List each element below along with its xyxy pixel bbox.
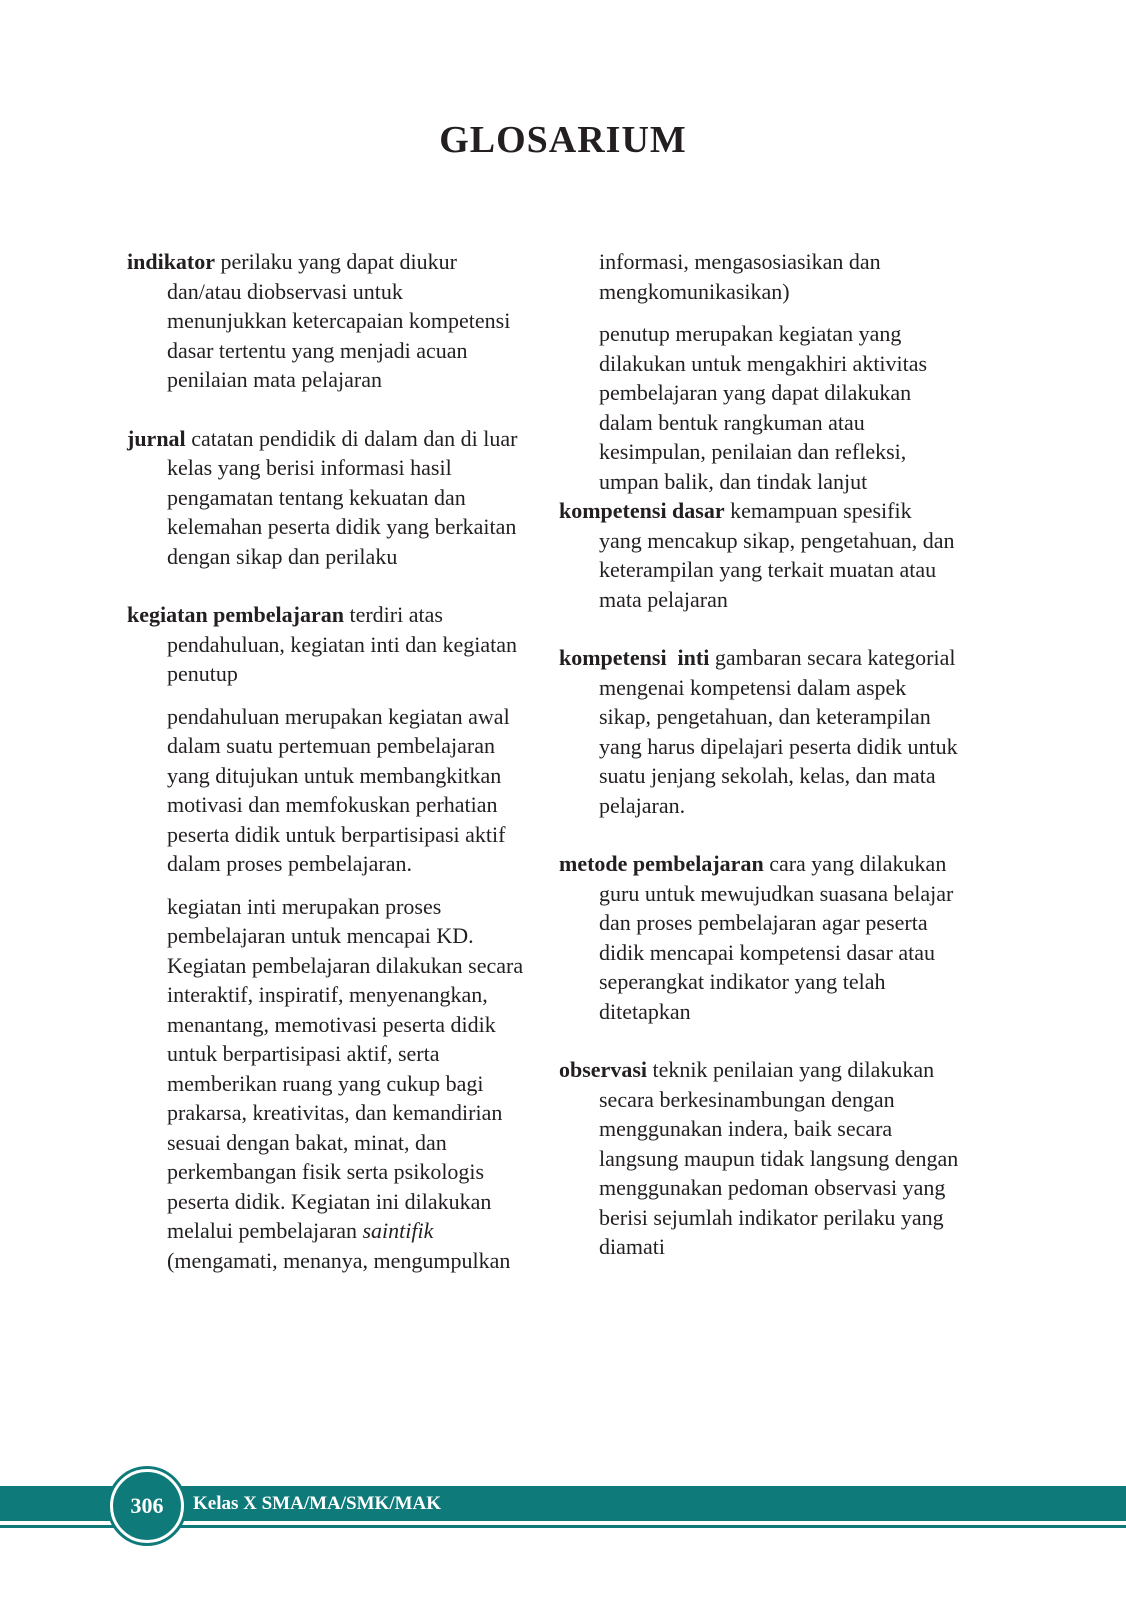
entry-kompetensi-dasar — [559, 496, 959, 614]
footer-label: Kelas X SMA/MA/SMK/MAK — [193, 1493, 442, 1514]
term-metode-pembelajaran: metode pembelajaran — [559, 851, 764, 876]
entry-metode-pembelajaran — [559, 849, 959, 1026]
entry-observasi — [559, 1055, 959, 1262]
subentry-kegiatan-inti-text: kegiatan inti merupakan proses pembelajaran untuk mencapai KD. Kegiatan pembelajaran dilakukan secara interaktif, inspiratif, menyenangkan, menantang, memotivasi peserta didik untuk berpartisipasi aktif, serta memberikan ruang yang cukup bagi prakarsa, kreativitas, dan kemandirian sesuai dengan bakat, minat, dan perkembangan fisik serta psikologis peserta didik. Kegiatan ini dilakukan melalui pembelajaran — [167, 893, 524, 1243]
term-kompetensi-inti: kompetensi inti — [559, 645, 710, 670]
definition-metode-pembelajaran: cara yang dilakukan guru untuk mewujudkan suasana belajar dan proses pembelajaran agar peserta didik mencapai kompetensi dasar atau seperangkat indikator yang telah ditetapkan — [599, 851, 954, 1024]
term-indikator: indikator — [127, 249, 216, 274]
term-jurnal: jurnal — [127, 425, 186, 451]
page-number: 306 — [130, 1493, 164, 1518]
subentry-kegiatan-inti-continued: informasi, mengasosiasikan dan mengkomunikasikan) — [599, 249, 881, 304]
definition-indikator: perilaku yang dapat diukur dan/atau diobservasi untuk menunjukkan ketercapaian kompetensi dasar tertentu yang menjadi acuan penilaian mata pelajaran — [167, 249, 511, 392]
entry-indikator — [127, 247, 527, 395]
page-title: GLOSARIUM — [439, 119, 687, 161]
definition-kegiatan-pembelajaran: terdiri atas pendahuluan, kegiatan inti dan kegiatan penutup — [167, 602, 518, 686]
subentry-kegiatan-inti — [167, 892, 527, 1276]
saintifik-italic: saintifik — [362, 1218, 434, 1243]
subentry-pendahuluan: pendahuluan merupakan kegiatan awal dalam suatu pertemuan pembelajaran yang ditujukan untuk membangkitkan motivasi dan memfokuskan perhatian peserta didik untuk berpartisipasi aktif dalam proses pembelajaran. — [167, 703, 510, 876]
definition-kompetensi-dasar: kemampuan spesifik yang mencakup sikap, pengetahuan, dan keterampilan yang terkait muatan atau mata pelajaran — [599, 498, 955, 612]
entry-jurnal — [127, 424, 527, 572]
term-observasi: observasi — [559, 1057, 647, 1082]
term-kegiatan-pembelajaran: kegiatan pembelajaran — [127, 602, 344, 627]
entry-kompetensi-inti — [559, 643, 964, 820]
subentry-penutup: penutup merupakan kegiatan yang dilakukan untuk mengakhiri aktivitas pembelajaran yang dapat dilakukan dalam bentuk rangkuman atau kesimpulan, penilaian dan refleksi, umpan balik, dan tindak lanjut — [599, 321, 928, 494]
subentry-kegiatan-inti-tail: (mengamati, menanya, mengumpulkan — [167, 1247, 511, 1273]
definition-observasi: teknik penilaian yang dilakukan secara berkesinambungan dengan menggunakan indera, baik secara langsung maupun tidak langsung dengan menggunakan pedoman observasi yang berisi sejumlah indikator perilaku yang diamati — [599, 1057, 959, 1259]
glossary-column-right — [559, 247, 964, 1291]
entry-kegiatan-pembelajaran — [127, 600, 527, 689]
glossary-column-left — [127, 247, 527, 1288]
term-kompetensi-dasar: kompetensi dasar — [559, 498, 725, 523]
definition-kompetensi-inti: gambaran secara kategorial mengenai kompetensi dalam aspek sikap, pengetahuan, dan keterampilan yang harus dipelajari peserta didik untuk suatu jenjang sekolah, kelas, dan mata pelajaran. — [599, 645, 964, 818]
definition-jurnal: catatan pendidik di dalam dan di luar kelas yang berisi informasi hasil pengamatan tentang kekuatan dan kelemahan peserta didik yang berkaitan dengan sikap dan perilaku — [167, 425, 518, 569]
page-number-badge — [110, 1469, 184, 1543]
